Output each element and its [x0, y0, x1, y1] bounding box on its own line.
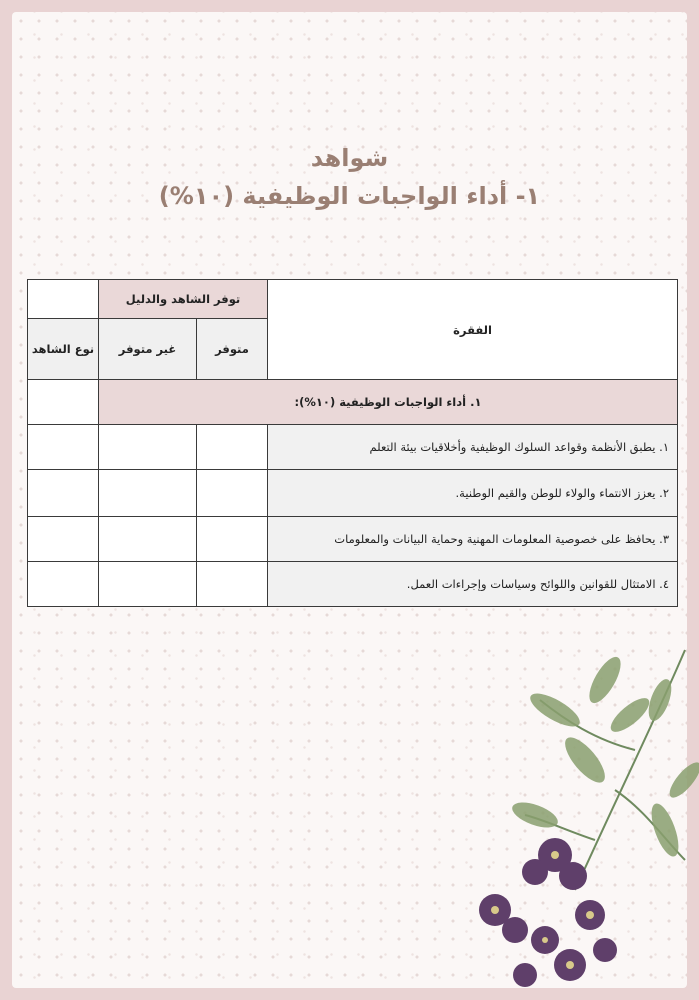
not-available-cell[interactable]	[99, 470, 197, 517]
item-text: ٢. يعزز الانتماء والولاء للوطن والقيم الوطنية.	[268, 470, 678, 517]
evidence-type-cell[interactable]	[28, 562, 99, 607]
evidence-table	[27, 279, 678, 607]
table-row	[28, 470, 678, 517]
item-text: ٣. يحافظ على خصوصية المعلومات المهنية وحماية البيانات والمعلومات	[268, 517, 678, 562]
header-blank-cell	[28, 280, 99, 319]
section-row	[28, 380, 678, 425]
section-label: ١. أداء الواجبات الوظيفية (١٠%):	[99, 380, 678, 425]
table-header-row	[28, 280, 678, 319]
header-evidence-type: نوع الشاهد	[28, 319, 99, 380]
item-text: ٤. الامتثال للقوانين واللوائح وسياسات وإجراءات العمل.	[268, 562, 678, 607]
table-row	[28, 425, 678, 470]
available-cell[interactable]	[197, 562, 268, 607]
available-cell[interactable]	[197, 425, 268, 470]
table-row	[28, 562, 678, 607]
not-available-cell[interactable]	[99, 517, 197, 562]
page-subtitle: ١- أداء الواجبات الوظيفية (١٠%)	[158, 182, 541, 210]
flower-decoration-illustration	[455, 640, 699, 1000]
evidence-type-cell[interactable]	[28, 470, 99, 517]
not-available-cell[interactable]	[99, 562, 197, 607]
available-cell[interactable]	[197, 517, 268, 562]
section-blank-cell	[28, 380, 99, 425]
header-available: متوفر	[197, 319, 268, 380]
page-title: شواهد	[310, 144, 389, 172]
header-not-available: غير متوفر	[99, 319, 197, 380]
available-cell[interactable]	[197, 470, 268, 517]
table-row	[28, 517, 678, 562]
evidence-type-cell[interactable]	[28, 517, 99, 562]
header-paragraph: الفقرة	[268, 280, 678, 380]
header-evidence-availability: توفر الشاهد والدليل	[99, 280, 268, 319]
not-available-cell[interactable]	[99, 425, 197, 470]
item-text: ١. يطبق الأنظمة وقواعد السلوك الوظيفية وأخلاقيات بيئة التعلم	[268, 425, 678, 470]
evidence-type-cell[interactable]	[28, 425, 99, 470]
